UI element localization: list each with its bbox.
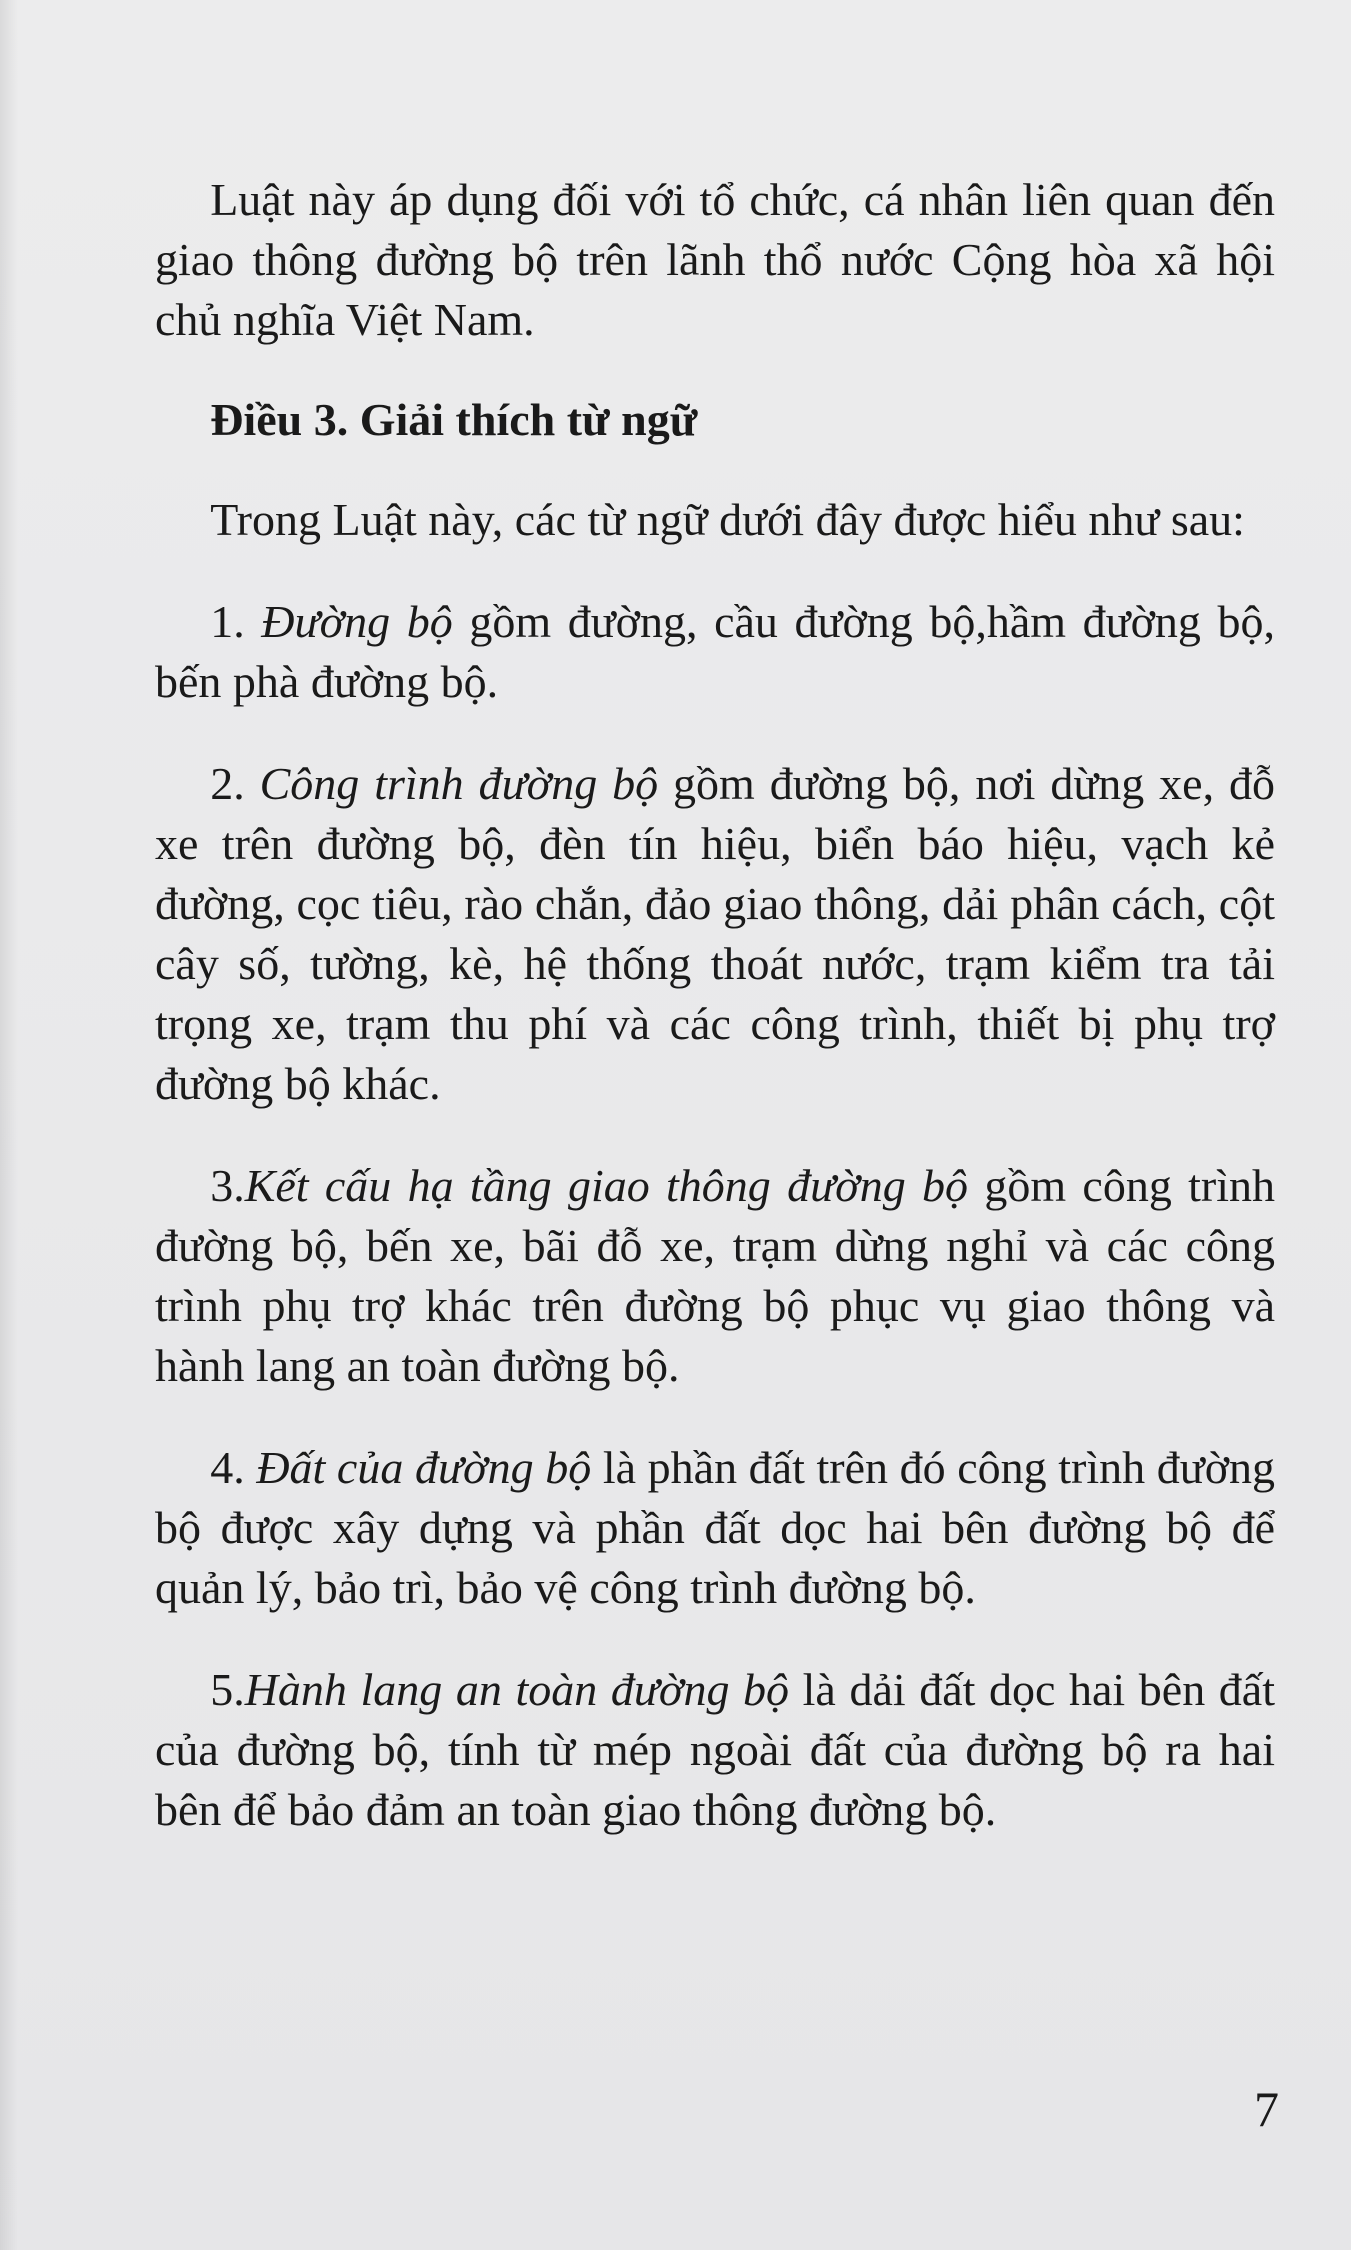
definition-number: 1. <box>210 596 245 647</box>
definition-text: là dải đất dọc hai bên đất của đường bộ, tính từ mép ngoài đất của đường bộ ra hai bên để bảo đảm an toàn giao thông đường bộ. <box>155 1664 1276 1835</box>
definition-term: Đất của đường bộ <box>256 1442 592 1493</box>
definitions-intro: Trong Luật này, các từ ngữ dưới đây được hiểu như sau: <box>210 494 1245 545</box>
definition-term: Công trình đường bộ <box>259 758 659 809</box>
definition-item-2 <box>155 754 1275 1114</box>
definition-term: Đường bộ <box>261 596 453 647</box>
definition-number: 5. <box>210 1664 245 1715</box>
page-edge-shadow <box>0 0 18 2250</box>
definition-item-5 <box>155 1660 1275 1840</box>
definition-number: 3. <box>210 1160 245 1211</box>
definition-number: 2. <box>210 758 245 809</box>
page-text-block <box>155 170 1275 1840</box>
definition-term: Hành lang an toàn đường bộ <box>244 1664 790 1715</box>
definition-text: gồm công trình đường bộ, bến xe, bãi đỗ xe, trạm dừng nghỉ và các công trình phụ trợ khác trên đường bộ phục vụ giao thông và hành lang an toàn đường bộ. <box>155 1160 1275 1391</box>
page-number: 7 <box>1254 2081 1279 2137</box>
definition-text: gồm đường, cầu đường bộ,hầm đường bộ, bến phà đường bộ. <box>155 596 1276 707</box>
definition-number: 4. <box>210 1442 245 1493</box>
definition-item-3 <box>155 1156 1275 1396</box>
definition-item-1 <box>155 592 1275 712</box>
intro-paragraph: Luật này áp dụng đối với tổ chức, cá nhân liên quan đến giao thông đường bộ trên lãnh thổ nước Cộng hòa xã hội chủ nghĩa Việt Nam. <box>155 174 1275 345</box>
definition-text: là phần đất trên đó công trình đường bộ được xây dựng và phần đất dọc hai bên đường bộ để quản lý, bảo trì, bảo vệ công trình đường bộ. <box>155 1442 1276 1613</box>
article-heading: Điều 3. Giải thích từ ngữ <box>210 394 698 445</box>
definition-term: Kết cấu hạ tầng giao thông đường bộ <box>244 1160 969 1211</box>
definition-text: gồm đường bộ, nơi dừng xe, đỗ xe trên đường bộ, đèn tín hiệu, biển báo hiệu, vạch kẻ đường, cọc tiêu, rào chắn, đảo giao thông, dải phân cách, cột cây số, tường, kè, hệ thống thoát nước, trạm kiểm tra tải trọng xe, trạm thu phí và các công trình, thiết bị phụ trợ đường bộ khác. <box>155 758 1276 1109</box>
definition-item-4 <box>155 1438 1275 1618</box>
